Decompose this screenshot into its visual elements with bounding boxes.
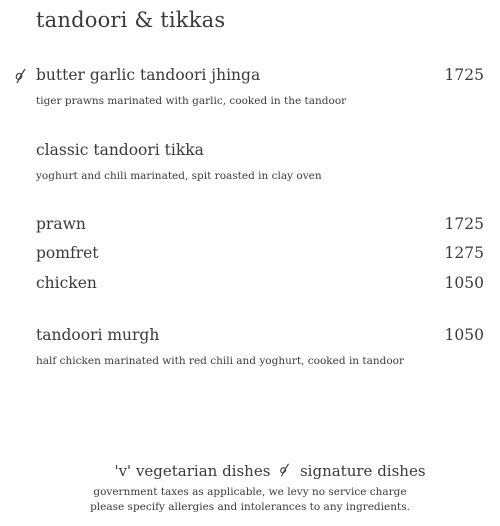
- signature-legend: signature dishes: [299, 462, 426, 480]
- item-description-butter-garlic-tandoori-jhinga: tiger prawns marinated with garlic, cooked in the tandoor: [36, 95, 347, 107]
- item-name-tandoori-murgh: tandoori murgh: [36, 326, 160, 344]
- taxes-note: government taxes as applicable, we levy no service charge: [93, 486, 407, 498]
- item-description-classic-tandoori-tikka: yoghurt and chili marinated, spit roasted in clay oven: [36, 170, 322, 182]
- signature-dish-icon: [14, 67, 28, 85]
- item-name-classic-tandoori-tikka: classic tandoori tikka: [36, 141, 204, 159]
- item-name-butter-garlic-tandoori-jhinga: butter garlic tandoori jhinga: [36, 66, 261, 84]
- signature-legend-icon: [278, 462, 292, 478]
- item-description-tandoori-murgh: half chicken marinated with red chili and yoghurt, cooked in tandoor: [36, 355, 405, 367]
- allergy-note: please specify allergies and intolerances to any ingredients.: [90, 501, 410, 513]
- item-price-prawn: 1725: [444, 215, 484, 233]
- section-title: tandoori & tikkas: [36, 8, 226, 32]
- item-name-prawn: prawn: [36, 215, 86, 233]
- item-name-pomfret: pomfret: [36, 244, 99, 262]
- vegetarian-legend: 'v' vegetarian dishes: [114, 462, 271, 480]
- item-price-tandoori-murgh: 1050: [444, 326, 484, 344]
- item-name-chicken: chicken: [36, 274, 97, 292]
- item-price-pomfret: 1275: [444, 244, 484, 262]
- item-price-butter-garlic-tandoori-jhinga: 1725: [444, 66, 484, 84]
- item-price-chicken: 1050: [444, 274, 484, 292]
- footer-legend: [20, 462, 500, 480]
